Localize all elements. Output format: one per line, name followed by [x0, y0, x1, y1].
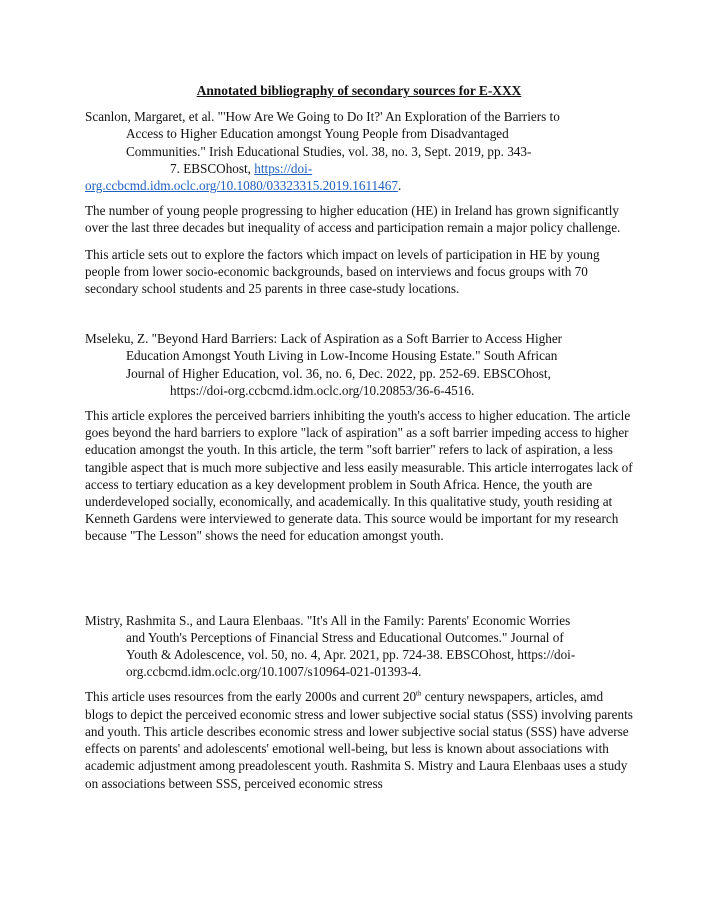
citation-line — [85, 160, 633, 177]
citation-line — [85, 177, 633, 194]
citation-text: 7. EBSCOhost, — [170, 160, 255, 176]
citation-line: Communities." Irish Educational Studies, vol. 38, no. 3, Sept. 2019, pp. 343- — [126, 143, 532, 159]
annotation-text: century newspapers, articles, amd blogs to depict the perceived economic stress and lower subjective social status (SSS) involving parents and youth. This article describes economic stress and lower subjective social status (SSS) have adverse effects on parents' and adolescents' emotional well-being, but less is known about associations with academic adjustment among preadolescent youth. Rashmita S. Mistry and Laura Elenbaas uses a study on associations between SSS, perceived economic stress — [85, 689, 633, 791]
citation-line: and Youth's Perceptions of Financial Stress and Educational Outcomes." Journal of — [126, 629, 564, 645]
doi-link[interactable]: https://doi- — [254, 160, 313, 176]
citation-line: Journal of Higher Education, vol. 36, no. 6, Dec. 2022, pp. 252-69. EBSCOhost, — [126, 365, 551, 381]
annotation-paragraph: The number of young people progressing to higher education (HE) in Ireland has grown significantly over the last three decades but inequality of access and participation remain a major policy challenge. — [85, 203, 621, 236]
citation-line: Mseleku, Z. "Beyond Hard Barriers: Lack of Aspiration as a Soft Barrier to Access Higher — [85, 331, 563, 347]
citation-line: Youth & Adolescence, vol. 50, no. 4, Apr. 2021, pp. 724-38. EBSCOhost, https://doi- — [126, 647, 576, 663]
citation-line: https://doi-org.ccbcmd.idm.oclc.org/10.20853/36-6-4516. — [170, 382, 475, 398]
citation-mseleku — [85, 330, 633, 399]
annotation-paragraph: This article sets out to explore the factors which impact on levels of participation in HE by young people from lower socio-economic backgrounds, based on interviews and focus groups with 70 secondary school students and 25 parents in three case-study locations. — [85, 246, 600, 297]
citation-line: Mistry, Rashmita S., and Laura Elenbaas. "It's All in the Family: Parents' Economic Worries — [85, 612, 571, 628]
citation-line: Access to Higher Education amongst Young People from Disadvantaged — [126, 126, 509, 142]
superscript-th: th — [416, 690, 422, 699]
citation-mistry — [85, 612, 633, 681]
annotation-paragraph: This article explores the perceived barriers inhibiting the youth's access to higher education. The article goes beyond the hard barriers to explore "lack of aspiration" as a soft barrier impeding access to higher education amongst the youth. In this article, the term "soft barrier" refers to lack of aspiration, a less tangible aspect that is much more subjective and less easily measurable. This article interrogates lack of access to tertiary education as a key development problem in South Africa. Hence, the youth are underdeveloped socially, economically, and academically. In this qualitative study, youth residing at Kenneth Gardens were interviewed to generate data. This source would be important for my research because "The Lesson" shows the need for education amongst youth. — [85, 408, 633, 544]
annotation-text: This article uses resources from the early 2000s and current 20 — [85, 689, 417, 705]
page-title: Annotated bibliography of secondary sources for E-XXX — [196, 83, 522, 98]
citation-line: org.ccbcmd.idm.oclc.org/10.1007/s10964-021-01393-4. — [126, 664, 422, 680]
doi-link[interactable]: org.ccbcmd.idm.oclc.org/10.1080/03323315.2019.1611467 — [85, 178, 398, 194]
citation-line: Scanlon, Margaret, et al. "'How Are We Going to Do It?' An Exploration of the Barriers to — [85, 109, 560, 125]
annotation-paragraph — [85, 688, 633, 791]
citation-text: . — [397, 178, 402, 194]
citation-scanlon — [85, 108, 633, 194]
document-page — [85, 82, 633, 801]
citation-line: Education Amongst Youth Living in Low-Income Housing Estate." South African — [126, 348, 558, 364]
